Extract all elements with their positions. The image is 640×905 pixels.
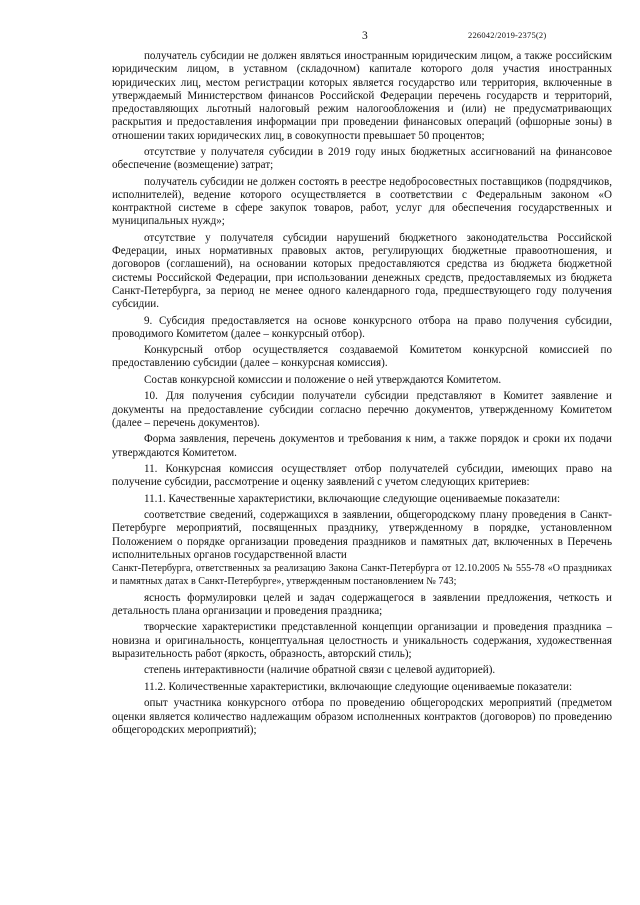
page-number: 3 — [362, 30, 368, 42]
paragraph-goal-clarity: ясность формулировки целей и задач содержащегося в заявлении предложения, четкость и детальность плана организации и проведения праздника; — [112, 591, 612, 617]
paragraph-creative-characteristics: творческие характеристики представленной концепции организации и проведения праздника – новизна и оригинальность, концептуальная целостность и уникальность содержания, художественная выразительность работ (яркость, образность, авторский стиль); — [112, 621, 612, 660]
paragraph-commission-composition: Состав конкурсной комиссии и положение о ней утверждаются Комитетом. — [144, 373, 502, 386]
paragraph-interactivity: степень интерактивности (наличие обратной связи с целевой аудиторией). — [144, 664, 496, 677]
paragraph-unscrupulous-suppliers: получатель субсидии не должен состоять в реестре недобросовестных поставщиков (подрядчиков, исполнителей), ведение которого осуществляется в соответствии с Федеральным законом «О контрактной системе в сфере закупок товаров, работ, услуг для обеспечения государственных и муниципальных нужд»; — [112, 175, 612, 228]
paragraph-no-other-appropriations: отсутствие у получателя субсидии в 2019 году иных бюджетных ассигнований на финансовое обеспечение (возмещение) затрат; — [112, 145, 612, 172]
paragraph-experience: опыт участника конкурсного отбора по проведению общегородских мероприятий (предметом оценки является количество надлежащим образом исполненных контрактов (договоров) по проведению общегородских мероприятий); — [112, 697, 612, 736]
paragraph-competition-commission: Конкурсный отбор осуществляется создаваемой Комитетом конкурсной комиссией по предоставлению субсидии (далее – конкурсная комиссия). — [112, 344, 612, 370]
document-code: 226042/2019-2375(2) — [468, 30, 547, 40]
paragraph-plan-conformity: соответствие сведений, содержащихся в заявлении, общегородскому плану проведения в Санкт-Петербурге мероприятий, посвященных празднику, утвержденному в порядке, установленном Положением о порядке организации проведения праздников и памятных дат, включенных в Перечень исполнительных органов государственной власти — [112, 509, 612, 561]
paragraph-clause-11: 11. Конкурсная комиссия осуществляет отбор получателей субсидии, имеющих право на получение субсидии, рассмотрение и оценку заявлений с учетом следующих критериев: — [112, 462, 612, 489]
document-body — [112, 50, 612, 740]
paragraph-budget-violations: отсутствие у получателя субсидии нарушений бюджетного законодательства Российской Федерации, иных нормативных правовых актов, регулирующих бюджетные правоотношения, и договоров (соглашений), на основании которых предоставляются средства из бюджета бюджетной системы Российской Федерации, при использовании денежных средств, предоставляемых из бюджета Санкт-Петербурга, за период не менее одного календарного года, предшествующего году получения субсидии. — [112, 231, 612, 311]
paragraph-clause-11-1: 11.1. Качественные характеристики, включающие следующие оцениваемые показатели: — [144, 492, 561, 505]
paragraph-offshore-requirement: получатель субсидии не должен являться иностранным юридическим лицом, а также российским юридическим лицом, в уставном (складочном) капитале которого доля участия иностранных юридических лиц, местом регистрации которых является государство или территория, включенные в утверждаемый Министерством финансов Российской Федерации перечень государств и территорий, предоставляющих льготный налоговый режим налогообложения и (или) не предусматривающих раскрытия и предоставления информации при проведении финансовых операций (офшорные зоны) в отношении таких юридических лиц, в совокупности превышает 50 процентов; — [112, 50, 612, 142]
paragraph-clause-10: 10. Для получения субсидии получатели субсидии представляют в Комитет заявление и документы на предоставление субсидии согласно перечню документов, утвержденному Комитетом (далее – перечень документов). — [112, 390, 612, 429]
paragraph-plan-conformity-law-ref: Санкт-Петербурга, ответственных за реализацию Закона Санкт-Петербурга от 12.10.2005 № 555-78 «О праздниках и памятных датах в Санкт-Петербурге», утвержденным постановлением № 743; — [112, 563, 612, 588]
paragraph-clause-9: 9. Субсидия предоставляется на основе конкурсного отбора на право получения субсидии, проводимого Комитетом (далее – конкурсный отбор). — [112, 314, 612, 340]
paragraph-application-form: Форма заявления, перечень документов и требования к ним, а также порядок и сроки их подачи утверждаются Комитетом. — [112, 433, 612, 459]
paragraph-clause-11-2: 11.2. Количественные характеристики, включающие следующие оцениваемые показатели: — [144, 680, 573, 693]
